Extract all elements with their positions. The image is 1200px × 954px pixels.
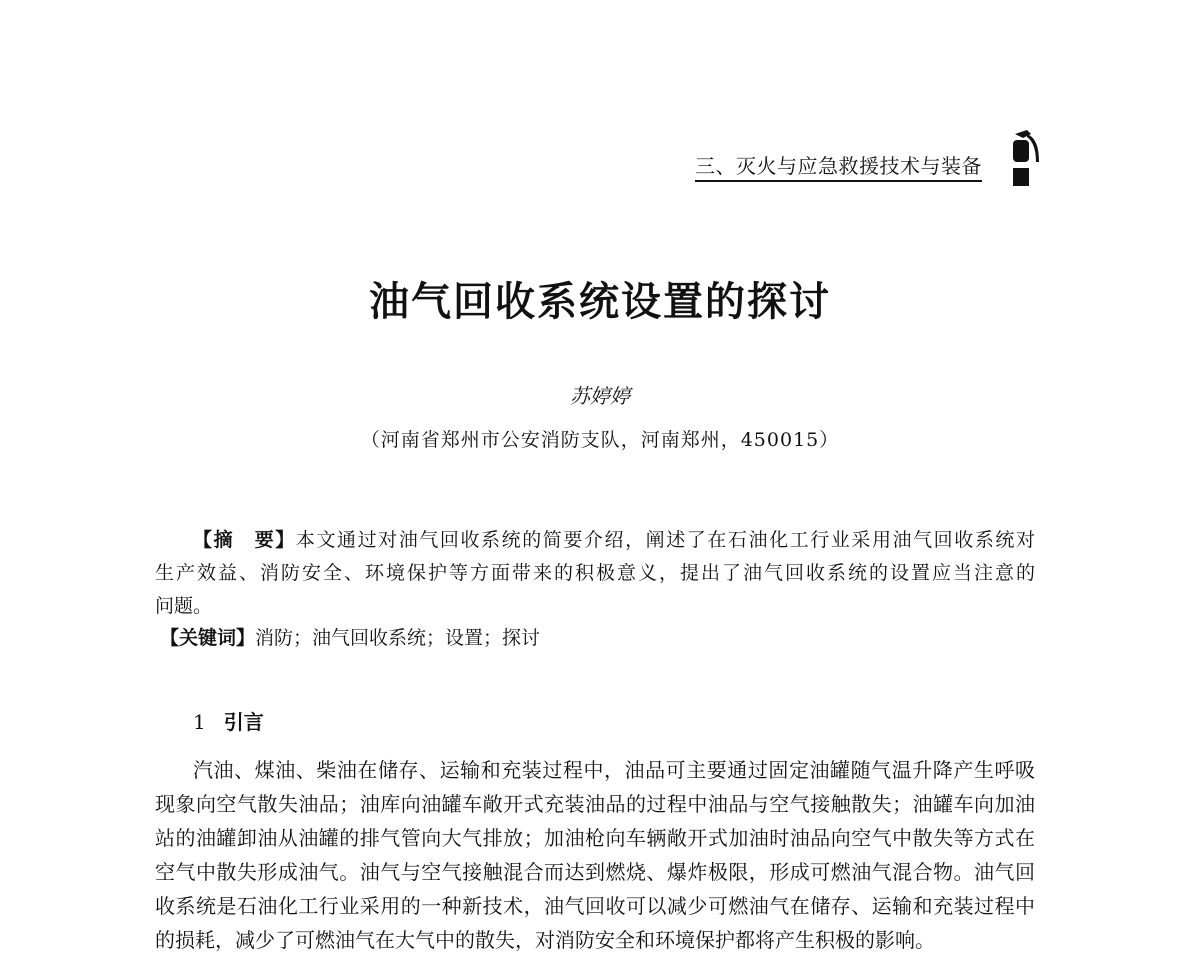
section-heading: 1 引言 <box>193 710 264 734</box>
body-line: 汽油、煤油、柴油在储存、运输和充装过程中，油品可主要通过固定油罐随气温升降产生呼吸 <box>193 758 1035 782</box>
body-line: 空气中散失形成油气。油气与空气接触混合而达到燃烧、爆炸极限，形成可燃油气混合物。油气回 <box>155 860 1035 884</box>
body-line: 收系统是石油化工行业采用的一种新技术，油气回收可以减少可燃油气在储存、运输和充装过程中 <box>155 894 1035 918</box>
body-line: 站的油罐卸油从油罐的排气管向大气排放；加油枪向车辆敞开式加油时油品向空气中散失等方式在 <box>155 826 1035 850</box>
abstract-label: 【摘 要】 <box>193 529 296 551</box>
keywords: 【关键词】消防；油气回收系统；设置；探讨 <box>160 627 541 649</box>
abstract-line: 生产效益、消防安全、环境保护等方面带来的积极意义，提出了油气回收系统的设置应当注意的 <box>155 562 1035 584</box>
affiliation: （河南省郑州市公安消防支队，河南郑州，450015） <box>360 429 840 451</box>
author: 苏婷婷 <box>570 384 630 408</box>
abstract-line: 问题。 <box>155 595 213 617</box>
keywords-label: 【关键词】 <box>160 627 256 649</box>
body-line: 现象向空气散失油品；油库向油罐车敞开式充装油品的过程中油品与空气接触散失；油罐车向加油 <box>155 792 1035 816</box>
running-header: 三、灭火与应急救援技术与装备 <box>695 150 982 182</box>
body-line: 的损耗，减少了可燃油气在大气中的散失，对消防安全和环境保护都将产生积极的影响。 <box>155 928 935 952</box>
abstract-line: 【摘 要】本文通过对油气回收系统的简要介绍，阐述了在石油化工行业采用油气回收系统对 <box>193 529 1035 551</box>
fire-extinguisher-icon <box>1005 128 1041 188</box>
paper-title: 油气回收系统设置的探讨 <box>369 278 831 325</box>
